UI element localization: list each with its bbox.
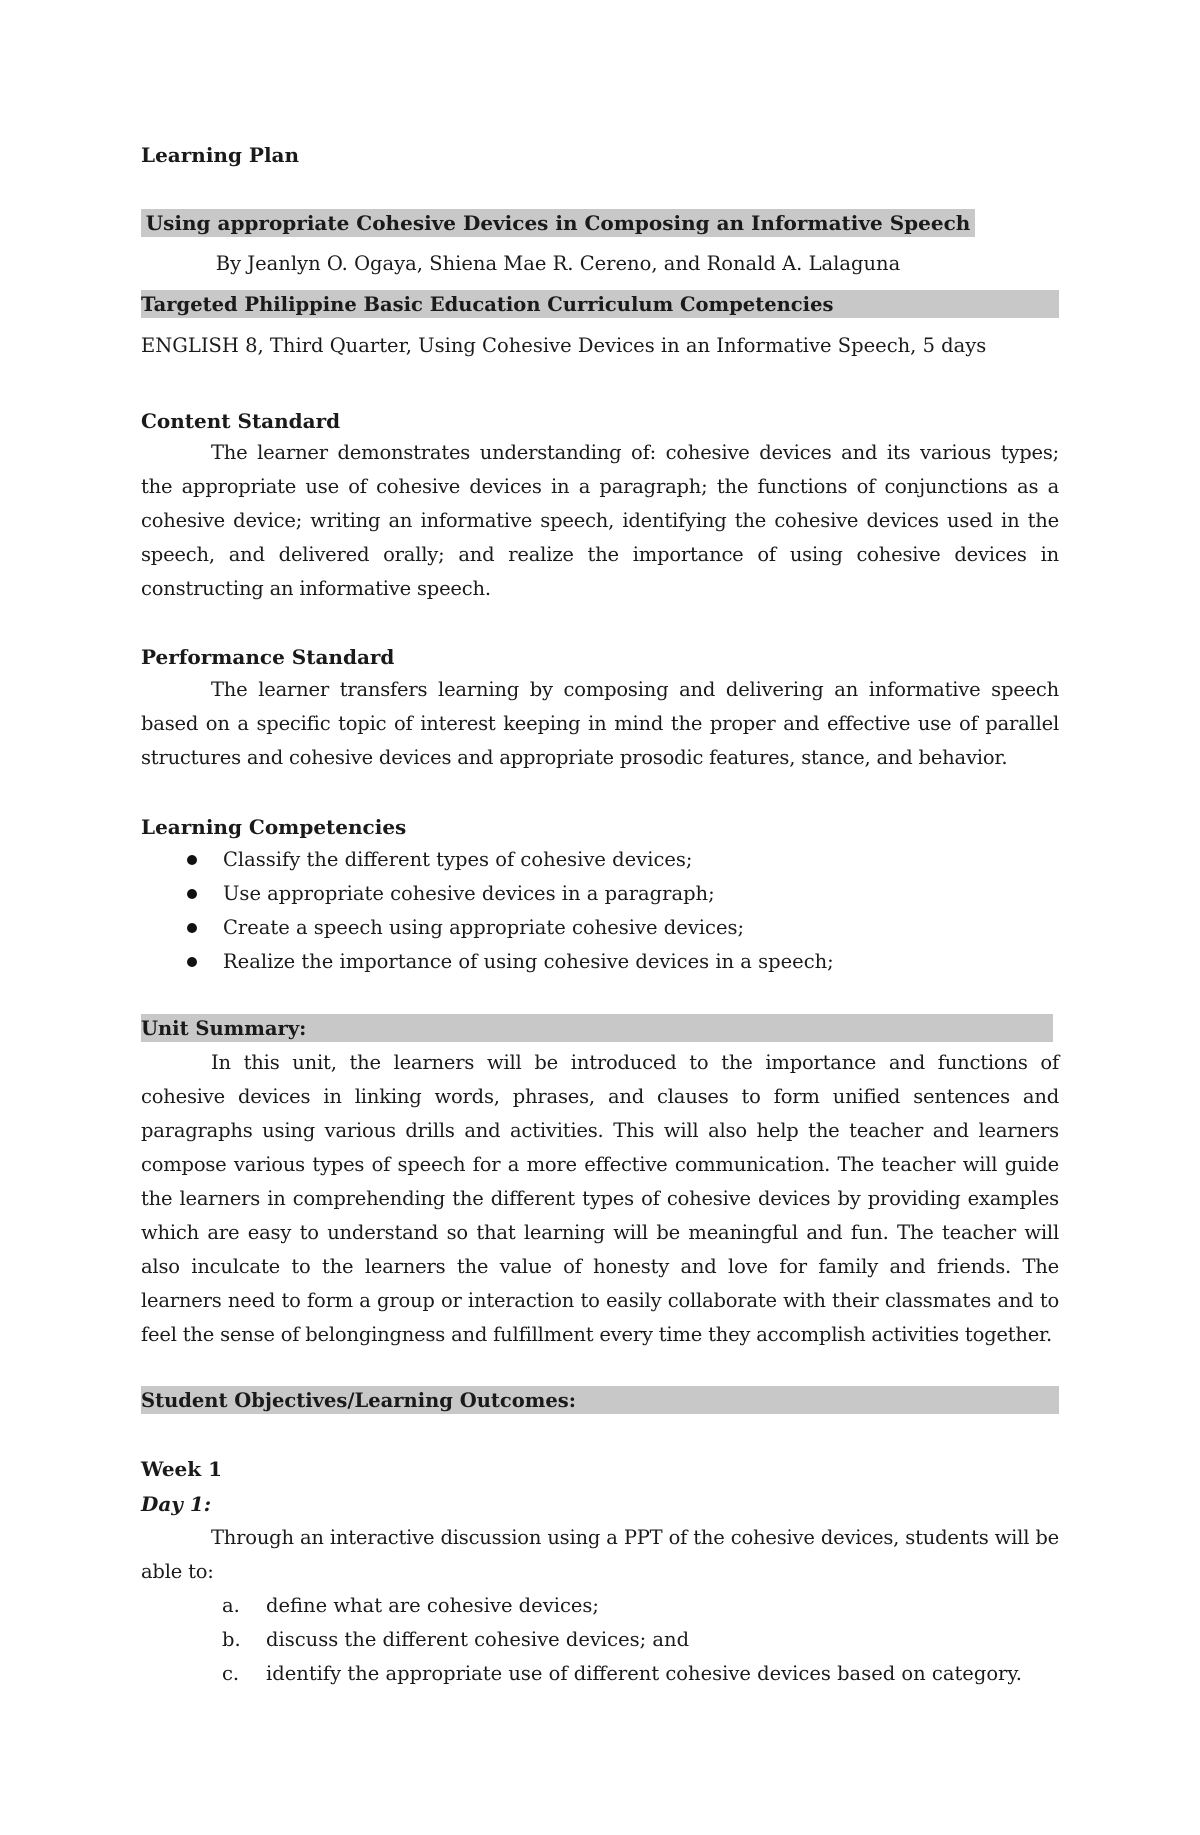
bullet-icon	[187, 957, 197, 967]
unit-summary-heading: Unit Summary:	[141, 1017, 307, 1040]
objectives-heading: Student Objectives/Learning Outcomes:	[141, 1389, 576, 1412]
week-heading: Week 1	[141, 1457, 223, 1481]
list-item-text: Realize the importance of using cohesive devices in a speech;	[223, 950, 834, 973]
list-item-text: identify the appropriate use of different cohesive devices based on category.	[266, 1662, 1023, 1685]
list-item	[223, 843, 834, 877]
bullet-icon	[187, 855, 197, 865]
bullet-icon	[187, 923, 197, 933]
objectives-intro: Through an interactive discussion using a PPT of the cohesive devices, students will be able to:	[141, 1526, 1059, 1583]
list-item-text: Create a speech using appropriate cohesive devices;	[223, 916, 745, 939]
list-item-text: define what are cohesive devices;	[266, 1594, 599, 1617]
content-standard-heading: Content Standard	[141, 409, 341, 433]
list-item-text: Use appropriate cohesive devices in a paragraph;	[223, 882, 715, 905]
list-item-text: Classify the different types of cohesive devices;	[223, 848, 693, 871]
performance-standard-text: The learner transfers learning by composing and delivering an informative speech based on a specific topic of interest keeping in mind the proper and effective use of parallel structures and cohesive devices and appropriate prosodic features, stance, and behavior.	[141, 678, 1059, 769]
list-item	[223, 911, 834, 945]
learning-competencies-list	[223, 843, 834, 979]
list-item	[223, 877, 834, 911]
list-item	[222, 1589, 1022, 1623]
lesson-title: Using appropriate Cohesive Devices in Composing an Informative Speech	[145, 211, 971, 235]
list-marker: b.	[222, 1628, 241, 1651]
list-item	[222, 1657, 1023, 1691]
list-item	[223, 945, 834, 979]
list-marker: a.	[222, 1594, 240, 1617]
learning-competencies-heading: Learning Competencies	[141, 815, 407, 839]
performance-standard-heading: Performance Standard	[141, 645, 395, 669]
objectives-list	[222, 1589, 1023, 1691]
list-item	[222, 1623, 1022, 1657]
document-title: Learning Plan	[141, 143, 300, 167]
bullet-icon	[187, 889, 197, 899]
day-heading: Day 1:	[141, 1492, 212, 1516]
list-item-text: discuss the different cohesive devices; and	[266, 1628, 690, 1651]
unit-summary-text: In this unit, the learners will be introduced to the importance and functions of cohesive devices in linking words, phrases, and clauses to form unified sentences and paragraphs using various drills and activities. This will also help the teacher and learners compose various types of speech for a more effective communication. The teacher will guide the learners in comprehending the different types of cohesive devices by providing examples which are easy to understand so that learning will be meaningful and fun. The teacher will also inculcate to the learners the value of honesty and love for family and friends. The learners need to form a group or interaction to easily collaborate with their classmates and to feel the sense of belongingness and fulfillment every time they accomplish activities together.	[141, 1051, 1059, 1346]
competencies-text: ENGLISH 8, Third Quarter, Using Cohesive Devices in an Informative Speech, 5 days	[141, 334, 987, 357]
document-page	[141, 0, 1059, 1835]
content-standard-text: The learner demonstrates understanding of: cohesive devices and its various types; the appropriate use of cohesive devices in a paragraph; the functions of conjunctions as a cohesive device; writing an informative speech, identifying the cohesive devices used in the speech, and delivered orally; and realize the importance of using cohesive devices in constructing an informative speech.	[141, 441, 1059, 600]
list-marker: c.	[222, 1662, 240, 1685]
authors-line: By Jeanlyn O. Ogaya, Shiena Mae R. Cereno, and Ronald A. Lalaguna	[215, 252, 901, 275]
competencies-heading: Targeted Philippine Basic Education Curriculum Competencies	[141, 293, 834, 316]
